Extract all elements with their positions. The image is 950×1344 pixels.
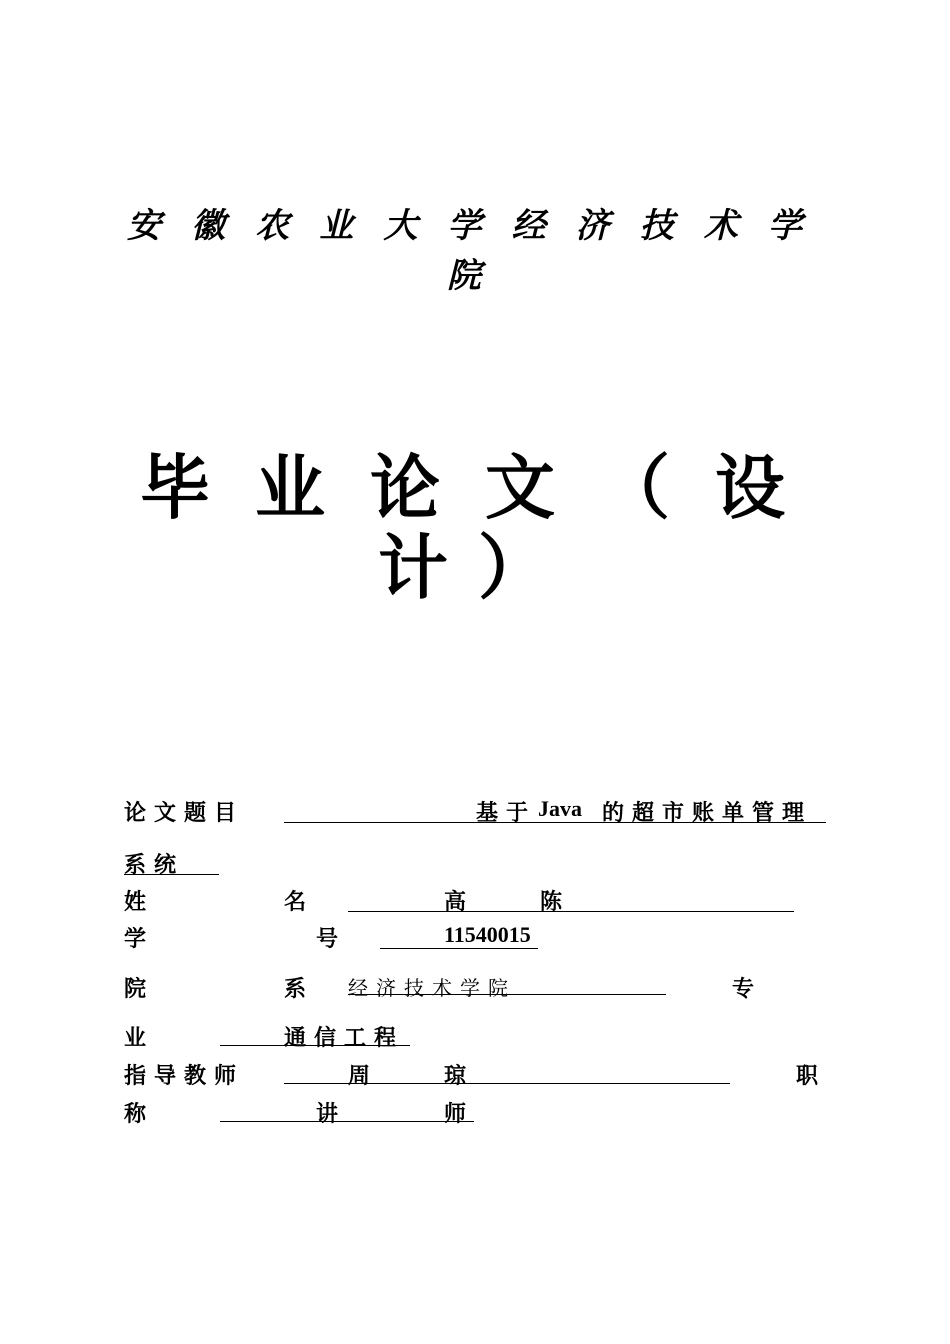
advisor-text-b: 琼 bbox=[444, 1064, 467, 1089]
name-label-a: 姓 bbox=[124, 890, 155, 915]
topic-label: 论文题目 bbox=[124, 801, 245, 826]
institution-name bbox=[127, 198, 802, 247]
name-text-a: 高 bbox=[444, 890, 467, 915]
title-char: 论 bbox=[370, 447, 440, 529]
institution-char: 徽 bbox=[191, 206, 226, 246]
title-char: ） bbox=[478, 527, 548, 609]
institution-char: 大 bbox=[383, 206, 418, 246]
major-text: 通信工程 bbox=[284, 1026, 405, 1051]
topic-value bbox=[284, 796, 826, 826]
title-value bbox=[220, 1097, 474, 1127]
title-char: 业 bbox=[255, 447, 325, 529]
document-title-cont bbox=[378, 512, 548, 613]
institution-char: 学 bbox=[767, 206, 802, 246]
major-label-a: 专 bbox=[732, 977, 763, 1002]
advisor-text-a: 周 bbox=[348, 1064, 371, 1089]
title-char: 文 bbox=[485, 447, 555, 529]
major-value bbox=[220, 1021, 410, 1051]
id-text: 11540015 bbox=[444, 922, 531, 947]
title-char: （ bbox=[600, 447, 670, 529]
topic-text-b: 的超市账单管理 bbox=[602, 801, 813, 826]
dept-value bbox=[348, 972, 666, 1000]
institution-char: 农 bbox=[255, 206, 290, 246]
topic-text-cont: 系统 bbox=[124, 853, 185, 878]
name-value bbox=[348, 885, 794, 915]
institution-char: 安 bbox=[127, 206, 161, 246]
title-char: 计 bbox=[378, 527, 448, 609]
dept-text: 经济技术学院 bbox=[348, 976, 516, 1000]
topic-value-cont bbox=[124, 848, 219, 878]
institution-char: 技 bbox=[639, 206, 674, 246]
title-text-a: 讲 bbox=[316, 1102, 339, 1127]
dept-label-b: 系 bbox=[284, 977, 315, 1002]
advisor-value bbox=[284, 1059, 730, 1089]
topic-text-a: 基于 bbox=[476, 801, 537, 826]
institution-char: 业 bbox=[319, 206, 354, 246]
institution-char: 济 bbox=[575, 206, 610, 246]
id-value bbox=[380, 922, 538, 949]
institution-char: 学 bbox=[447, 206, 482, 246]
institution-name-cont: 院 bbox=[447, 256, 481, 296]
title-char: 毕 bbox=[140, 447, 210, 529]
name-text-b: 陈 bbox=[540, 890, 563, 915]
title-label-a: 职 bbox=[796, 1064, 827, 1089]
institution-char: 经 bbox=[511, 206, 546, 246]
title-char: 设 bbox=[715, 447, 785, 529]
dept-label-a: 院 bbox=[124, 977, 155, 1002]
name-label-b: 名 bbox=[284, 890, 315, 915]
advisor-label: 指导教师 bbox=[124, 1064, 245, 1089]
title-text-b: 师 bbox=[444, 1102, 467, 1127]
institution-char: 术 bbox=[703, 206, 738, 246]
title-label-b: 称 bbox=[124, 1102, 155, 1127]
id-label-a: 学 bbox=[124, 927, 155, 952]
id-label-b: 号 bbox=[316, 927, 347, 952]
major-label-b: 业 bbox=[124, 1026, 155, 1051]
topic-text-java: Java bbox=[538, 796, 582, 821]
